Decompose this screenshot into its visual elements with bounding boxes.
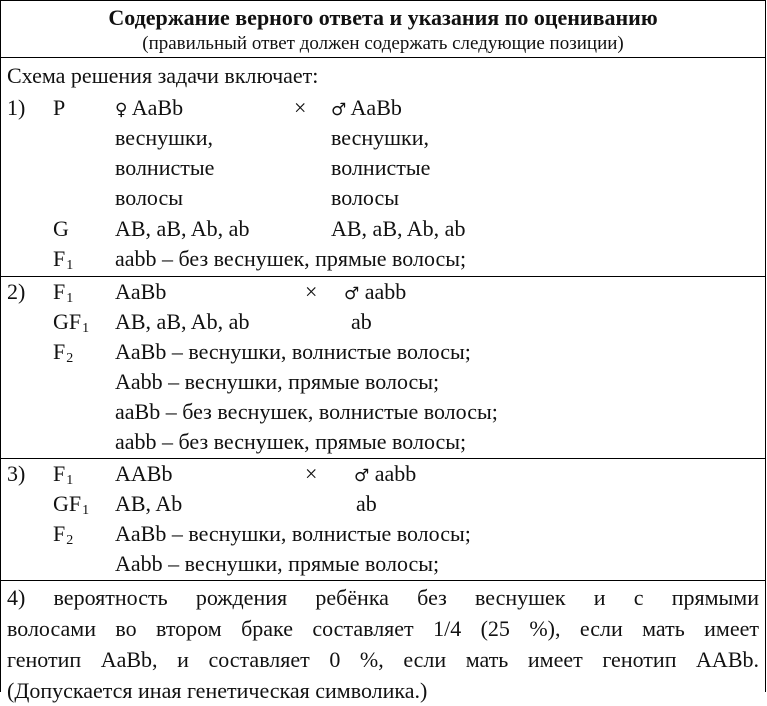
- part2-f1-label: [53, 279, 73, 312]
- part1-g-female: AB, aB, Ab, ab: [115, 216, 250, 241]
- part3-cross: ×: [305, 461, 318, 486]
- part2-cross: ×: [305, 279, 318, 304]
- table-header: [1, 0, 765, 58]
- part1-male: [331, 95, 402, 123]
- conclusion-line-3: генотип AaBb, и составляет 0 %, если мать имеет генотип AABb.: [7, 647, 759, 672]
- f-letter: F: [53, 246, 66, 271]
- part1-female: [115, 95, 183, 123]
- f-index: 1: [66, 473, 74, 488]
- part2-gametes1: AB, aB, Ab, ab: [115, 309, 250, 334]
- part3-gf1-label: [53, 491, 89, 524]
- part3-number: 3): [7, 461, 26, 486]
- f-letter: F: [53, 279, 66, 304]
- conclusion-paragraph: [7, 582, 759, 706]
- conclusion-line-4: (Допускается иная генетическая символика.): [7, 678, 428, 703]
- f-letter: F: [53, 521, 66, 546]
- female-symbol-icon: ♀: [115, 100, 128, 120]
- part1-female-pheno-2: волнистые: [115, 155, 215, 180]
- part3-male: [354, 461, 416, 489]
- conclusion-line-1: 4) вероятность рождения ребёнка без веснушек и с прямыми: [7, 585, 759, 610]
- row-divider: [1, 580, 765, 581]
- f-index: 2: [66, 533, 74, 548]
- part1-male-pheno-1: веснушки,: [331, 125, 430, 150]
- part1-p-label: P: [53, 95, 66, 120]
- part1-g-label: G: [53, 216, 69, 241]
- part3-gametes1: AB, Ab: [115, 491, 183, 516]
- row-divider: [1, 276, 765, 277]
- part1-f1-result: aabb – без веснушек, прямые волосы;: [115, 246, 467, 271]
- part1-number: 1): [7, 95, 26, 120]
- part1-male-genotype: AaBb: [350, 95, 402, 120]
- part2-gf1-label: [53, 309, 89, 342]
- part3-parent1: AABb: [115, 461, 173, 486]
- gf-index: 1: [82, 503, 90, 518]
- part1-male-pheno-3: волосы: [331, 185, 400, 210]
- part2-parent2: aabb: [364, 279, 407, 304]
- part3-f1-label: [53, 461, 73, 494]
- part1-cross: ×: [294, 95, 307, 120]
- part1-male-pheno-2: волнистые: [331, 155, 431, 180]
- part2-offspring-1: AaBb – веснушки, волнистые волосы;: [115, 339, 471, 364]
- part2-gametes2: ab: [351, 309, 372, 334]
- header-title: Содержание верного ответа и указания по оцениванию: [108, 5, 658, 30]
- part3-gametes2: ab: [356, 491, 377, 516]
- gf-letters: GF: [53, 491, 82, 516]
- part1-f1-label: [53, 246, 73, 279]
- part2-offspring-2: Aabb – веснушки, прямые волосы;: [115, 369, 440, 394]
- f-index: 1: [66, 291, 74, 306]
- part1-female-genotype: AaBb: [131, 95, 184, 120]
- part3-offspring-2: Aabb – веснушки, прямые волосы;: [115, 551, 440, 576]
- f-index: 1: [66, 258, 74, 273]
- header-subtitle: (правильный ответ должен содержать следующие позиции): [142, 33, 624, 54]
- part2-male: [344, 279, 406, 307]
- part2-parent1: AaBb: [115, 279, 167, 304]
- part2-number: 2): [7, 279, 26, 304]
- part3-offspring-1: AaBb – веснушки, волнистые волосы;: [115, 521, 471, 546]
- part3-f2-label: [53, 521, 73, 554]
- intro-text: Схема решения задачи включает:: [7, 63, 319, 88]
- part2-f2-label: [53, 339, 73, 372]
- part2-offspring-3: aaBb – без веснушек, волнистые волосы;: [115, 399, 498, 424]
- male-symbol-icon: ♂: [344, 284, 360, 304]
- gf-index: 1: [82, 321, 90, 336]
- gf-letters: GF: [53, 309, 82, 334]
- part1-female-pheno-1: веснушки,: [115, 125, 214, 150]
- part1-g-male: AB, aB, Ab, ab: [331, 216, 466, 241]
- part1-female-pheno-3: волосы: [115, 185, 184, 210]
- part2-offspring-4: aabb – без веснушек, прямые волосы;: [115, 429, 467, 454]
- part3-parent2: aabb: [374, 461, 417, 486]
- male-symbol-icon: ♂: [354, 466, 370, 486]
- row-divider: [1, 458, 765, 459]
- f-letter: F: [53, 461, 66, 486]
- f-letter: F: [53, 339, 66, 364]
- male-symbol-icon: ♂: [331, 100, 347, 120]
- conclusion-line-2: волосами во втором браке составляет 1/4 (25 %), если мать имеет: [7, 616, 759, 641]
- f-index: 2: [66, 351, 74, 366]
